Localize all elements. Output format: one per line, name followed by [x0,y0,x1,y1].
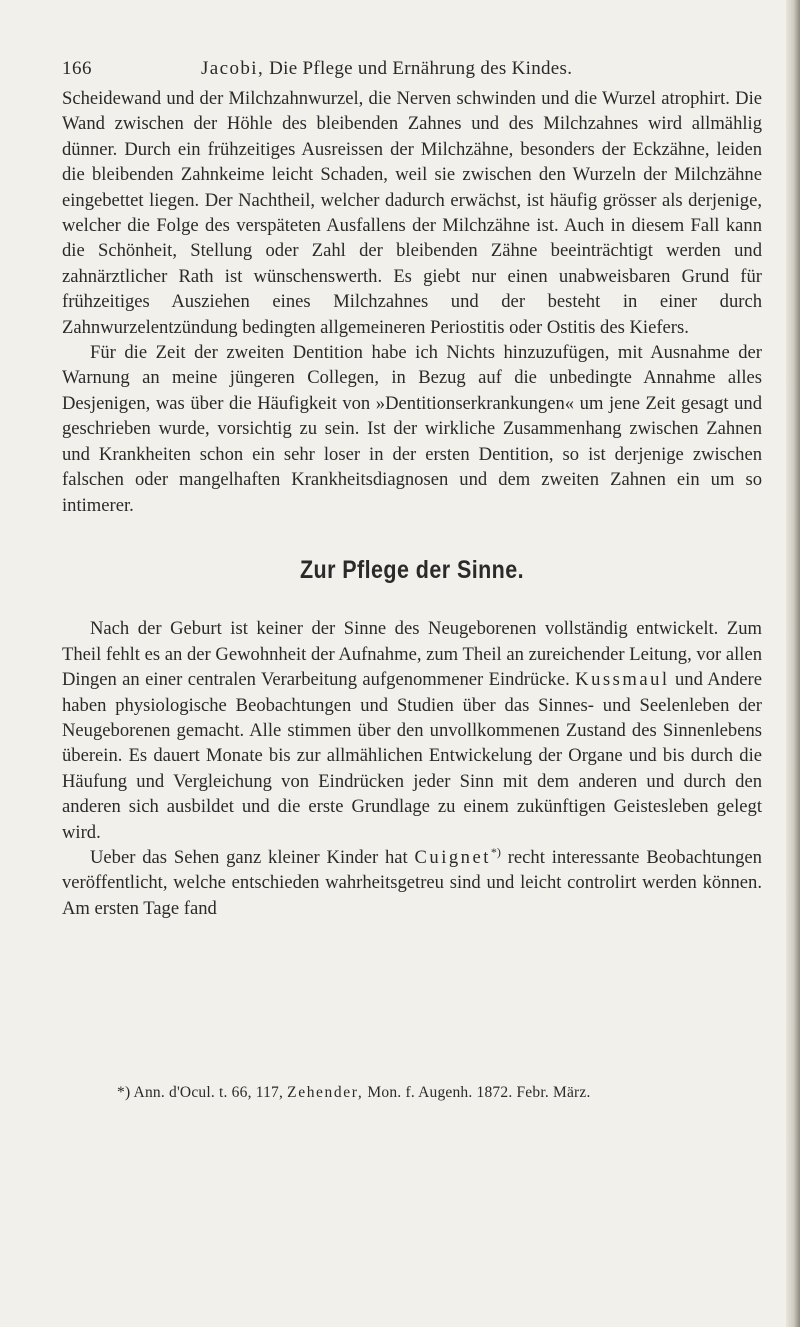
section-heading: Zur Pflege der Sinne. [299,555,525,584]
page-edge-shadow [786,0,800,1327]
author-name-kussmaul: Kussmaul [575,669,670,691]
paragraph-senses-text-b: und Andere haben physiologische Beobachtungen und Studien über das Sinnes- und Seelenleben der Neugeborenen gemacht. Alle stimmen über den unvollkommenen Zustand des Sinnenlebens überein. Es dauert Monate bis zur allmählichen Entwickelung der Organe und bis durch die Häufung und Vergleichung von Eindrücken jeder Sinn mit dem anderen und durch den anderen sich ausbildet und die erste Grundlage zu einem zukünftigen Geistesleben gelegt wird. [62,669,762,843]
paragraph-second-dentition: Für die Zeit der zweiten Dentition habe ich Nichts hinzuzufügen, mit Ausnahme der Warnung an meine jüngeren Collegen, in Bezug auf die unbedingte Annahme alles Desjenigen, was über die Häufigkeit von »Dentitionserkrankungen« um jene Zeit gesagt und geschrieben wurde, vorsichtig zu sein. Ist der wirkliche Zusammenhang zwischen Zahnen und Krankheiten schon ein sehr loser in der ersten Dentition, so ist derjenige zwischen falschen oder mangelhaften Krankheitsdiagnosen und dem zweiten Zahnen ein um so intimerer. [62,342,762,516]
footnote-reference: *) [490,844,501,859]
paragraph-vision-text-a: Ueber das Sehen ganz kleiner Kinder hat [90,846,408,868]
paragraph-senses-text-a: Nach der Geburt ist keiner der Sinne des Neugeborenen vollständig entwickelt. Zum Theil fehlt es an der Gewohnheit der Aufnahme, zum Theil an zureichender Leitung, vor allen Dingen an einer centralen Verarbeitung aufgenommener Eindrücke. [62,618,762,691]
paragraph-senses [62,616,762,845]
footnote-author-zehender: Zehender, [287,1084,364,1101]
footnote [117,1084,767,1102]
main-text [62,86,762,921]
footnote-marker: *) [117,1084,131,1101]
running-head-title: Die Pflege und Ernährung des Kindes. [269,58,573,79]
running-head [201,58,572,80]
page-number: 166 [62,58,92,79]
footnote-text-a: Ann. d'Ocul. t. 66, 117, [133,1084,284,1101]
footnote-text-b: Mon. f. Augenh. 1872. Febr. März. [367,1084,591,1101]
paragraph-vision [62,845,762,921]
running-header [62,58,762,88]
paragraph-vision-text-b: recht interessante Beobachtungen veröffentlicht, welche entschieden wahrheitsgetreu sind und leicht controlirt werden können. Am ersten Tage fand [62,846,762,919]
author-name-cuignet: Cuignet [414,846,491,868]
paragraph-continuation: Scheidewand und der Milchzahnwurzel, die Nerven schwinden und die Wurzel atrophirt. Die Wand zwischen der Höhle des bleibenden Zahnes und des Milchzahnes wird allmählig dünner. Durch ein frühzeitiges Ausreissen der Milchzähne, besonders der Eckzähne, leiden die bleibenden Zahnkeime leicht Schaden, weil sie zwischen den Wurzeln der Milchzähne eingebettet liegen. Der Nachtheil, welcher dadurch erwächst, ist häufig grösser als derjenige, welcher die Folge des verspäteten Ausfallens der Milchzähne ist. Auch in diesem Fall kann die Schönheit, Stellung oder Zahl der bleibenden Zähne beeinträchtigt werden und zahnärztlicher Rath ist wünschenswerth. Es giebt nur einen unabweisbaren Grund für frühzeitiges Ausziehen eines Milchzahnes und der besteht in einer durch Zahnwurzelentzündung bedingten allgemeineren Periostitis oder Ostitis des Kiefers. [62,88,762,338]
running-head-author: Jacobi, [201,58,265,79]
